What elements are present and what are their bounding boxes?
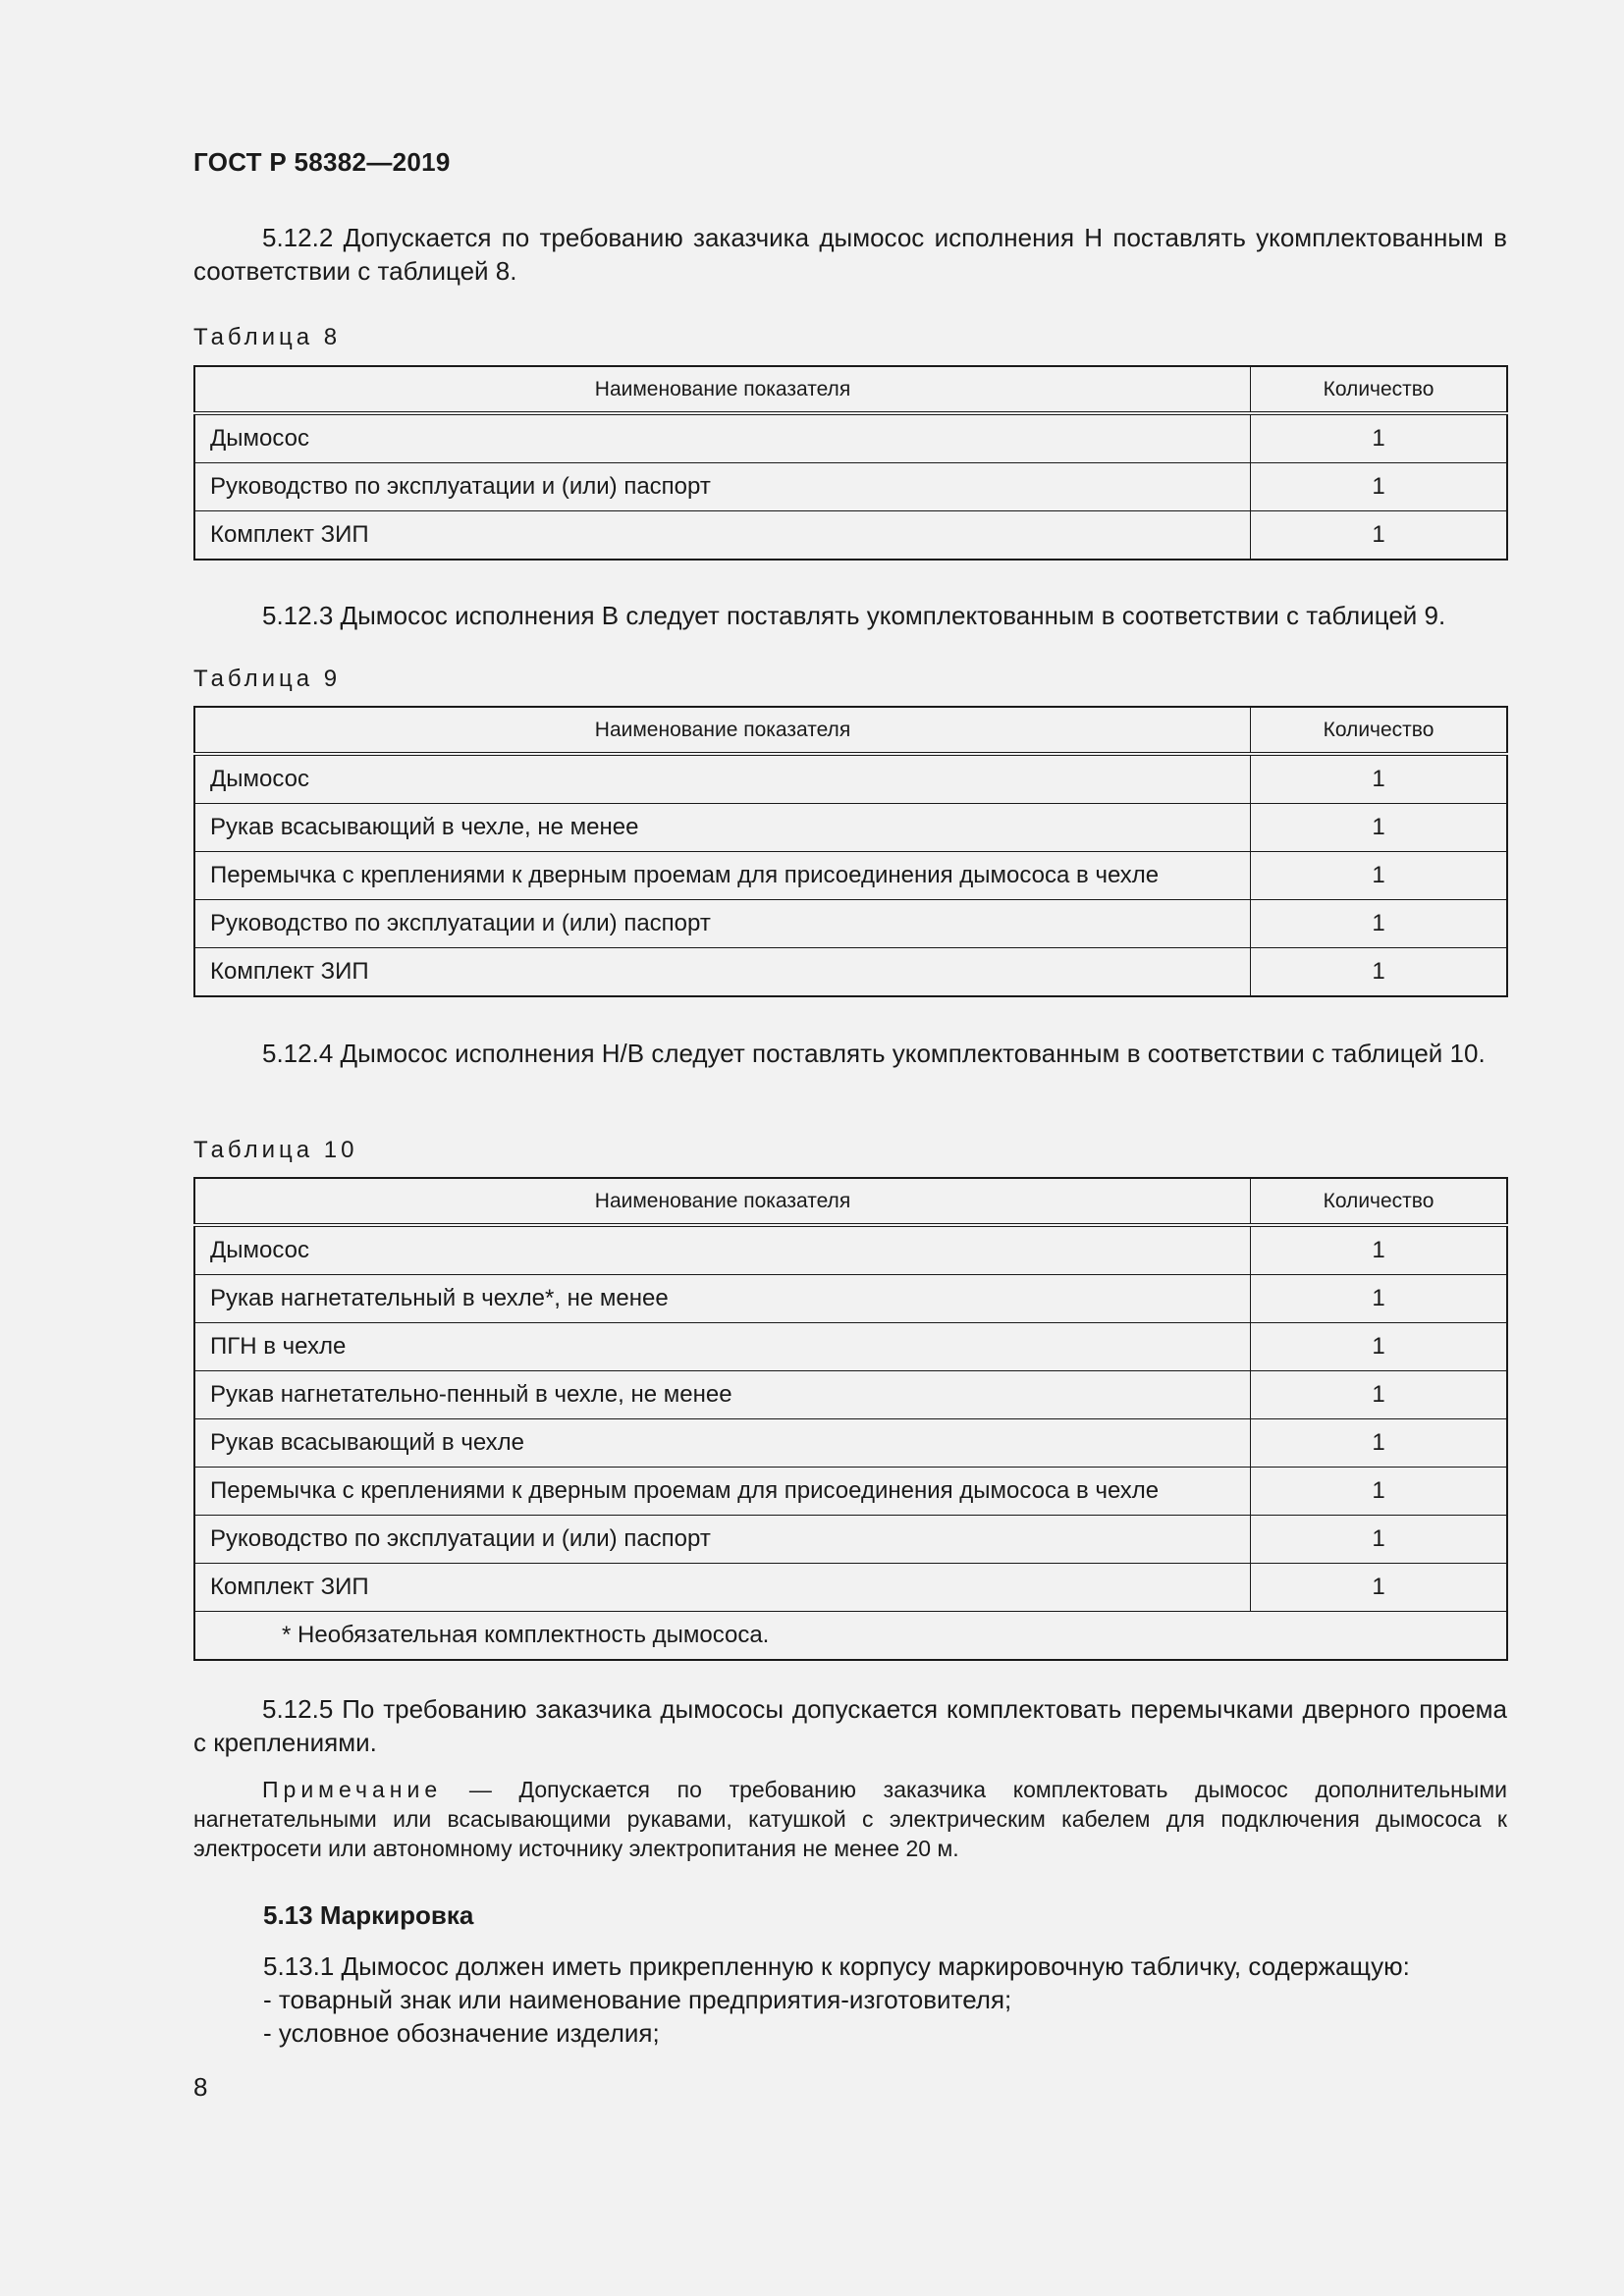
table-row [194,463,1507,511]
item-name: Комплект ЗИП [194,1564,1251,1612]
item-quantity: 1 [1251,1564,1508,1612]
table-row [194,413,1507,463]
item-name: Дымосос [194,1225,1251,1275]
item-name: Руководство по эксплуатации и (или) паспорт [194,900,1251,948]
item-name: Дымосос [194,754,1251,804]
item-quantity: 1 [1251,1225,1508,1275]
column-header-quantity: Количество [1251,1178,1508,1225]
item-name: Перемычка с креплениями к дверным проемам для присоединения дымососа в чехле [194,852,1251,900]
table-row [194,948,1507,997]
item-name: Рукав нагнетательный в чехле*, не менее [194,1275,1251,1323]
table-footnote: * Необязательная комплектность дымососа. [194,1612,1507,1661]
item-quantity: 1 [1251,1516,1508,1564]
item-name: Перемычка с креплениями к дверным проемам для присоединения дымососа в чехле [194,1468,1251,1516]
item-name: Рукав всасывающий в чехле, не менее [194,804,1251,852]
table-row [194,804,1507,852]
table-row [194,511,1507,561]
item-quantity: 1 [1251,900,1508,948]
table-row [194,754,1507,804]
paragraph-5-12-5: 5.12.5 По требованию заказчика дымососы допускается комплектовать перемычками дверного проема с креплениями. [193,1694,1507,1757]
item-quantity: 1 [1251,1323,1508,1371]
table-row [194,1564,1507,1612]
item-quantity: 1 [1251,511,1508,561]
table-row [194,1371,1507,1419]
paragraph-5-13-1: 5.13.1 Дымосос должен иметь прикрепленную к корпусу маркировочную табличку, содержащую: [263,1951,1410,1981]
item-quantity: 1 [1251,948,1508,997]
table-row [194,1225,1507,1275]
item-quantity: 1 [1251,1468,1508,1516]
table-10 [193,1177,1508,1661]
item-name: Руководство по эксплуатации и (или) паспорт [194,1516,1251,1564]
item-quantity: 1 [1251,852,1508,900]
item-quantity: 1 [1251,1419,1508,1468]
note [193,1775,1507,1863]
table-row [194,1468,1507,1516]
table-row [194,852,1507,900]
note-text: — Допускается по требованию заказчика комплектовать дымосос дополнительными нагнетательными или всасывающими рукавами, катушкой с электрическим кабелем для подключения дымососа к электросети или автономному источнику электропитания не менее 20 м. [193,1777,1507,1861]
note-label: Примечание [262,1777,443,1802]
item-quantity: 1 [1251,754,1508,804]
page-number: 8 [193,2072,208,2102]
table-row [194,1275,1507,1323]
item-name: Дымосос [194,413,1251,463]
column-header-name: Наименование показателя [194,707,1251,754]
column-header-name: Наименование показателя [194,366,1251,413]
paragraph-5-12-4: 5.12.4 Дымосос исполнения Н/В следует поставлять укомплектованным в соответствии с таблицей 10. [262,1039,1486,1068]
paragraph-5-12-2: 5.12.2 Допускается по требованию заказчика дымосос исполнения Н поставлять укомплектованным в соответствии с таблицей 8. [193,223,1507,286]
section-title-5-13: 5.13 Маркировка [263,1900,474,1930]
column-header-name: Наименование показателя [194,1178,1251,1225]
list-item: - условное обозначение изделия; [263,2018,660,2048]
item-quantity: 1 [1251,413,1508,463]
column-header-quantity: Количество [1251,366,1508,413]
item-quantity: 1 [1251,463,1508,511]
item-name: Рукав нагнетательно-пенный в чехле, не менее [194,1371,1251,1419]
table-footnote-row [194,1612,1507,1661]
table-row [194,900,1507,948]
table-row [194,1419,1507,1468]
item-name: Комплект ЗИП [194,948,1251,997]
table-10-caption: Таблица 10 [193,1137,358,1163]
item-quantity: 1 [1251,804,1508,852]
item-name: Руководство по эксплуатации и (или) паспорт [194,463,1251,511]
list-item: - товарный знак или наименование предприятия-изготовителя; [263,1985,1012,2014]
table-9-caption: Таблица 9 [193,666,342,692]
item-name: Комплект ЗИП [194,511,1251,561]
table-row [194,1516,1507,1564]
item-name: ПГН в чехле [194,1323,1251,1371]
item-quantity: 1 [1251,1371,1508,1419]
column-header-quantity: Количество [1251,707,1508,754]
item-name: Рукав всасывающий в чехле [194,1419,1251,1468]
table-row [194,1323,1507,1371]
table-9 [193,706,1508,997]
item-quantity: 1 [1251,1275,1508,1323]
document-code: ГОСТ Р 58382—2019 [193,147,451,177]
paragraph-5-12-3: 5.12.3 Дымосос исполнения В следует поставлять укомплектованным в соответствии с таблицей 9. [262,601,1446,630]
table-8 [193,365,1508,561]
table-8-caption: Таблица 8 [193,324,342,350]
